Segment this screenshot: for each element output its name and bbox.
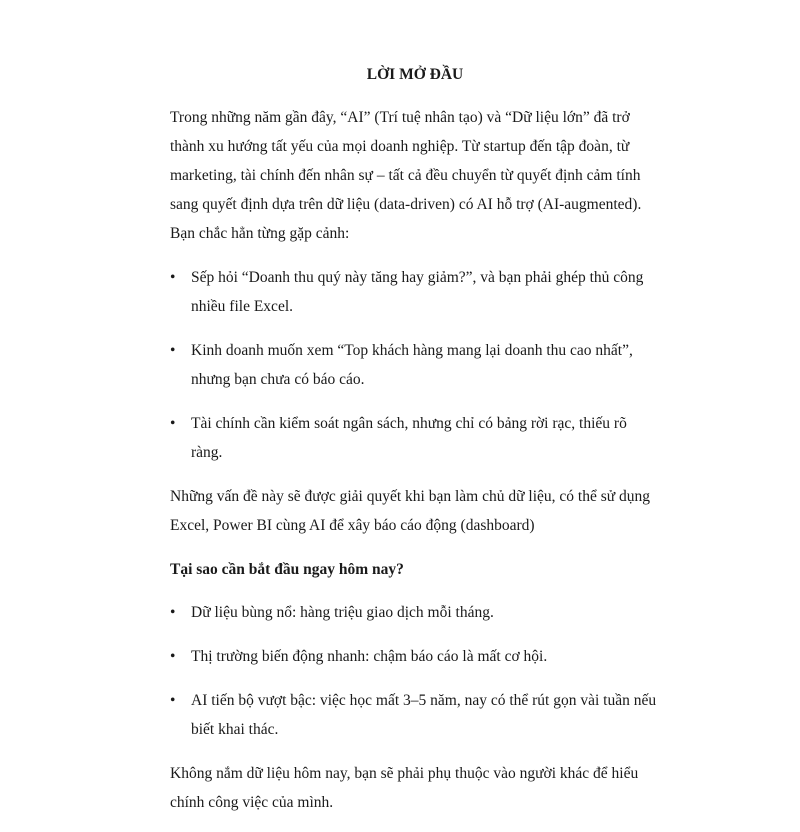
bullet-icon: •: [170, 269, 176, 286]
bullet-icon: •: [170, 415, 176, 432]
list-item-text: Sếp hỏi “Doanh thu quý này tăng hay giảm?”, và bạn phải ghép thủ công nhiều file Excel.: [191, 269, 644, 315]
list-item: [170, 598, 660, 627]
reason-list: [170, 598, 660, 744]
solution-paragraph: Những vấn đề này sẽ được giải quyết khi bạn làm chủ dữ liệu, có thể sử dụng Excel, Power BI cùng AI để xây báo cáo động (dashboard): [170, 488, 651, 534]
bullet-icon: •: [170, 604, 176, 621]
list-item: [170, 642, 660, 671]
list-item-text: Dữ liệu bùng nổ: hàng triệu giao dịch mỗi tháng.: [191, 604, 494, 621]
list-item: [170, 686, 660, 744]
document-page: [170, 60, 660, 832]
list-item: [170, 263, 660, 321]
page-title: LỜI MỞ ĐẦU: [366, 66, 464, 83]
list-item-text: Kinh doanh muốn xem “Top khách hàng mang lại doanh thu cao nhất”, nhưng bạn chưa có báo cáo.: [191, 342, 633, 388]
bullet-icon: •: [170, 692, 176, 709]
bullet-icon: •: [170, 342, 176, 359]
list-item: [170, 336, 660, 394]
list-item: [170, 409, 660, 467]
closing-paragraph: Không nắm dữ liệu hôm nay, bạn sẽ phải phụ thuộc vào người khác để hiểu chính công việc của mình.: [170, 765, 639, 811]
list-item-text: Thị trường biến động nhanh: chậm báo cáo là mất cơ hội.: [191, 648, 548, 665]
list-item-text: Tài chính cần kiểm soát ngân sách, nhưng chỉ có bảng rời rạc, thiếu rõ ràng.: [191, 415, 627, 461]
intro-paragraph: Trong những năm gần đây, “AI” (Trí tuệ nhân tạo) và “Dữ liệu lớn” đã trở thành xu hướng tất yếu của mọi doanh nghiệp. Từ startup đến tập đoàn, từ marketing, tài chính đến nhân sự – tất cả đều chuyển từ quyết định cảm tính sang quyết định dựa trên dữ liệu (data-driven) có AI hỗ trợ (AI-augmented). Bạn chắc hẳn từng gặp cảnh:: [170, 109, 642, 242]
list-item-text: AI tiến bộ vượt bậc: việc học mất 3–5 năm, nay có thể rút gọn vài tuần nếu biết khai thác.: [191, 692, 657, 738]
section-heading: Tại sao cần bắt đầu ngay hôm nay?: [170, 561, 404, 578]
bullet-icon: •: [170, 648, 176, 665]
scenario-list: [170, 263, 660, 467]
